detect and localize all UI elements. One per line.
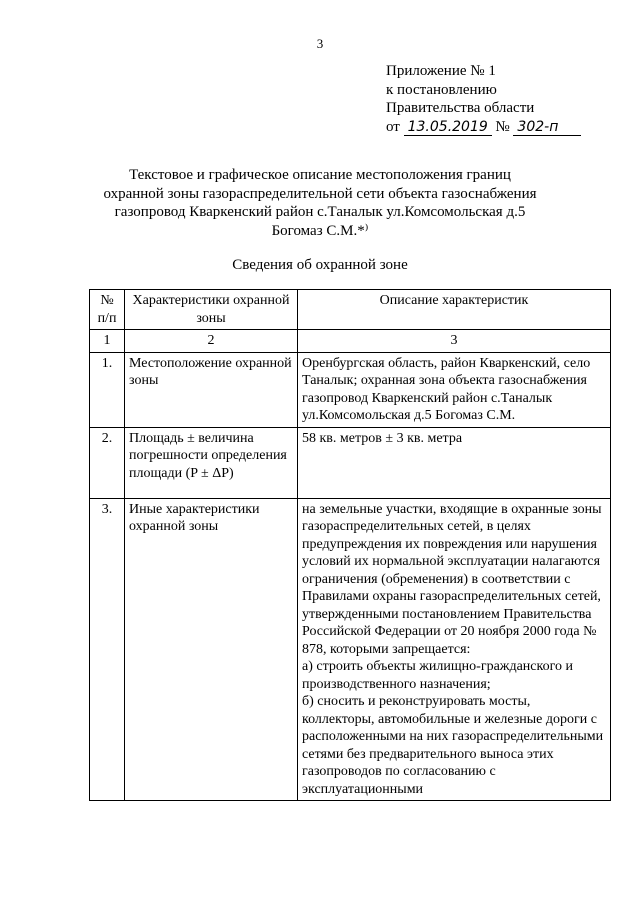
table-row (90, 427, 611, 498)
table-row (90, 352, 611, 427)
table-header-row (90, 290, 611, 330)
column-number-1: 1 (90, 330, 125, 353)
column-number-3: 3 (298, 330, 611, 353)
appendix-line-2: к постановлению (386, 81, 497, 98)
row-characteristic: Местоположение охранной зоны (125, 352, 298, 427)
row-description (298, 498, 611, 801)
header-cell-number: № п/п (90, 290, 125, 330)
date-prefix: от (386, 118, 400, 135)
number-sign: № (495, 118, 510, 135)
column-number-2: 2 (125, 330, 298, 353)
handwritten-date: 13.05.2019 (404, 120, 492, 136)
appendix-date-line (386, 118, 581, 137)
header-cell-description: Описание характеристик (298, 290, 611, 330)
row-characteristic: Иные характеристики охранной зоны (125, 498, 298, 801)
appendix-line-1: Приложение № 1 (386, 63, 496, 79)
table-column-number-row (90, 330, 611, 353)
appendix-line-3: Правительства области (386, 100, 535, 116)
row-number: 3. (90, 498, 125, 801)
description-paragraph: на земельные участки, входящие в охранные зоны газораспределительных сетей, в целях предупреждения их повреждения или нарушения условий их нормальной эксплуатации налагаются ограничения (обременения) в соответствии с Правилами охраны газораспределительных сетей, утвержденными постановлением Правительства Российской Федерации от 20 ноября 2000 года № 878, которыми запрещается: (302, 501, 602, 657)
row-number: 1. (90, 352, 125, 427)
title-line-3: газопровод Кваркенский район с.Таналык ул.Комсомольская д.5 (114, 204, 526, 220)
document-title (0, 166, 640, 240)
appendix-block (386, 62, 581, 136)
row-description: 58 кв. метров ± 3 кв. метра (298, 427, 611, 498)
row-characteristic: Площадь ± величина погрешности определения площади (P ± ΔP) (125, 427, 298, 498)
row-number: 2. (90, 427, 125, 498)
protection-zone-table (89, 289, 611, 801)
title-line-4: Богомаз С.М.*⁾ (271, 222, 369, 239)
title-line-1: Текстовое и графическое описание местоположения границ (129, 167, 511, 183)
title-line-2: охранной зоны газораспределительной сети объекта газоснабжения (103, 185, 537, 202)
section-title: Сведения об охранной зоне (232, 257, 408, 273)
table-row (90, 498, 611, 801)
row-description: Оренбургская область, район Кваркенский, село Таналык; охранная зона объекта газоснабжения газопровод Кваркенский район с.Таналык ул.Комсомольская д.5 Богомаз С.М. (298, 352, 611, 427)
description-paragraph: а) строить объекты жилищно-гражданского и производственного назначения; (302, 659, 573, 692)
description-paragraph: б) сносить и реконструировать мосты, коллекторы, автомобильные и железные дороги с расположенными на них газораспределительными сетями без предварительного выноса этих газопроводов по согласованию с эксплуатационными (302, 694, 604, 797)
handwritten-number: 302-п (513, 120, 581, 136)
header-cell-characteristics: Характеристики охранной зоны (125, 290, 298, 330)
page-number: 3 (316, 36, 324, 51)
